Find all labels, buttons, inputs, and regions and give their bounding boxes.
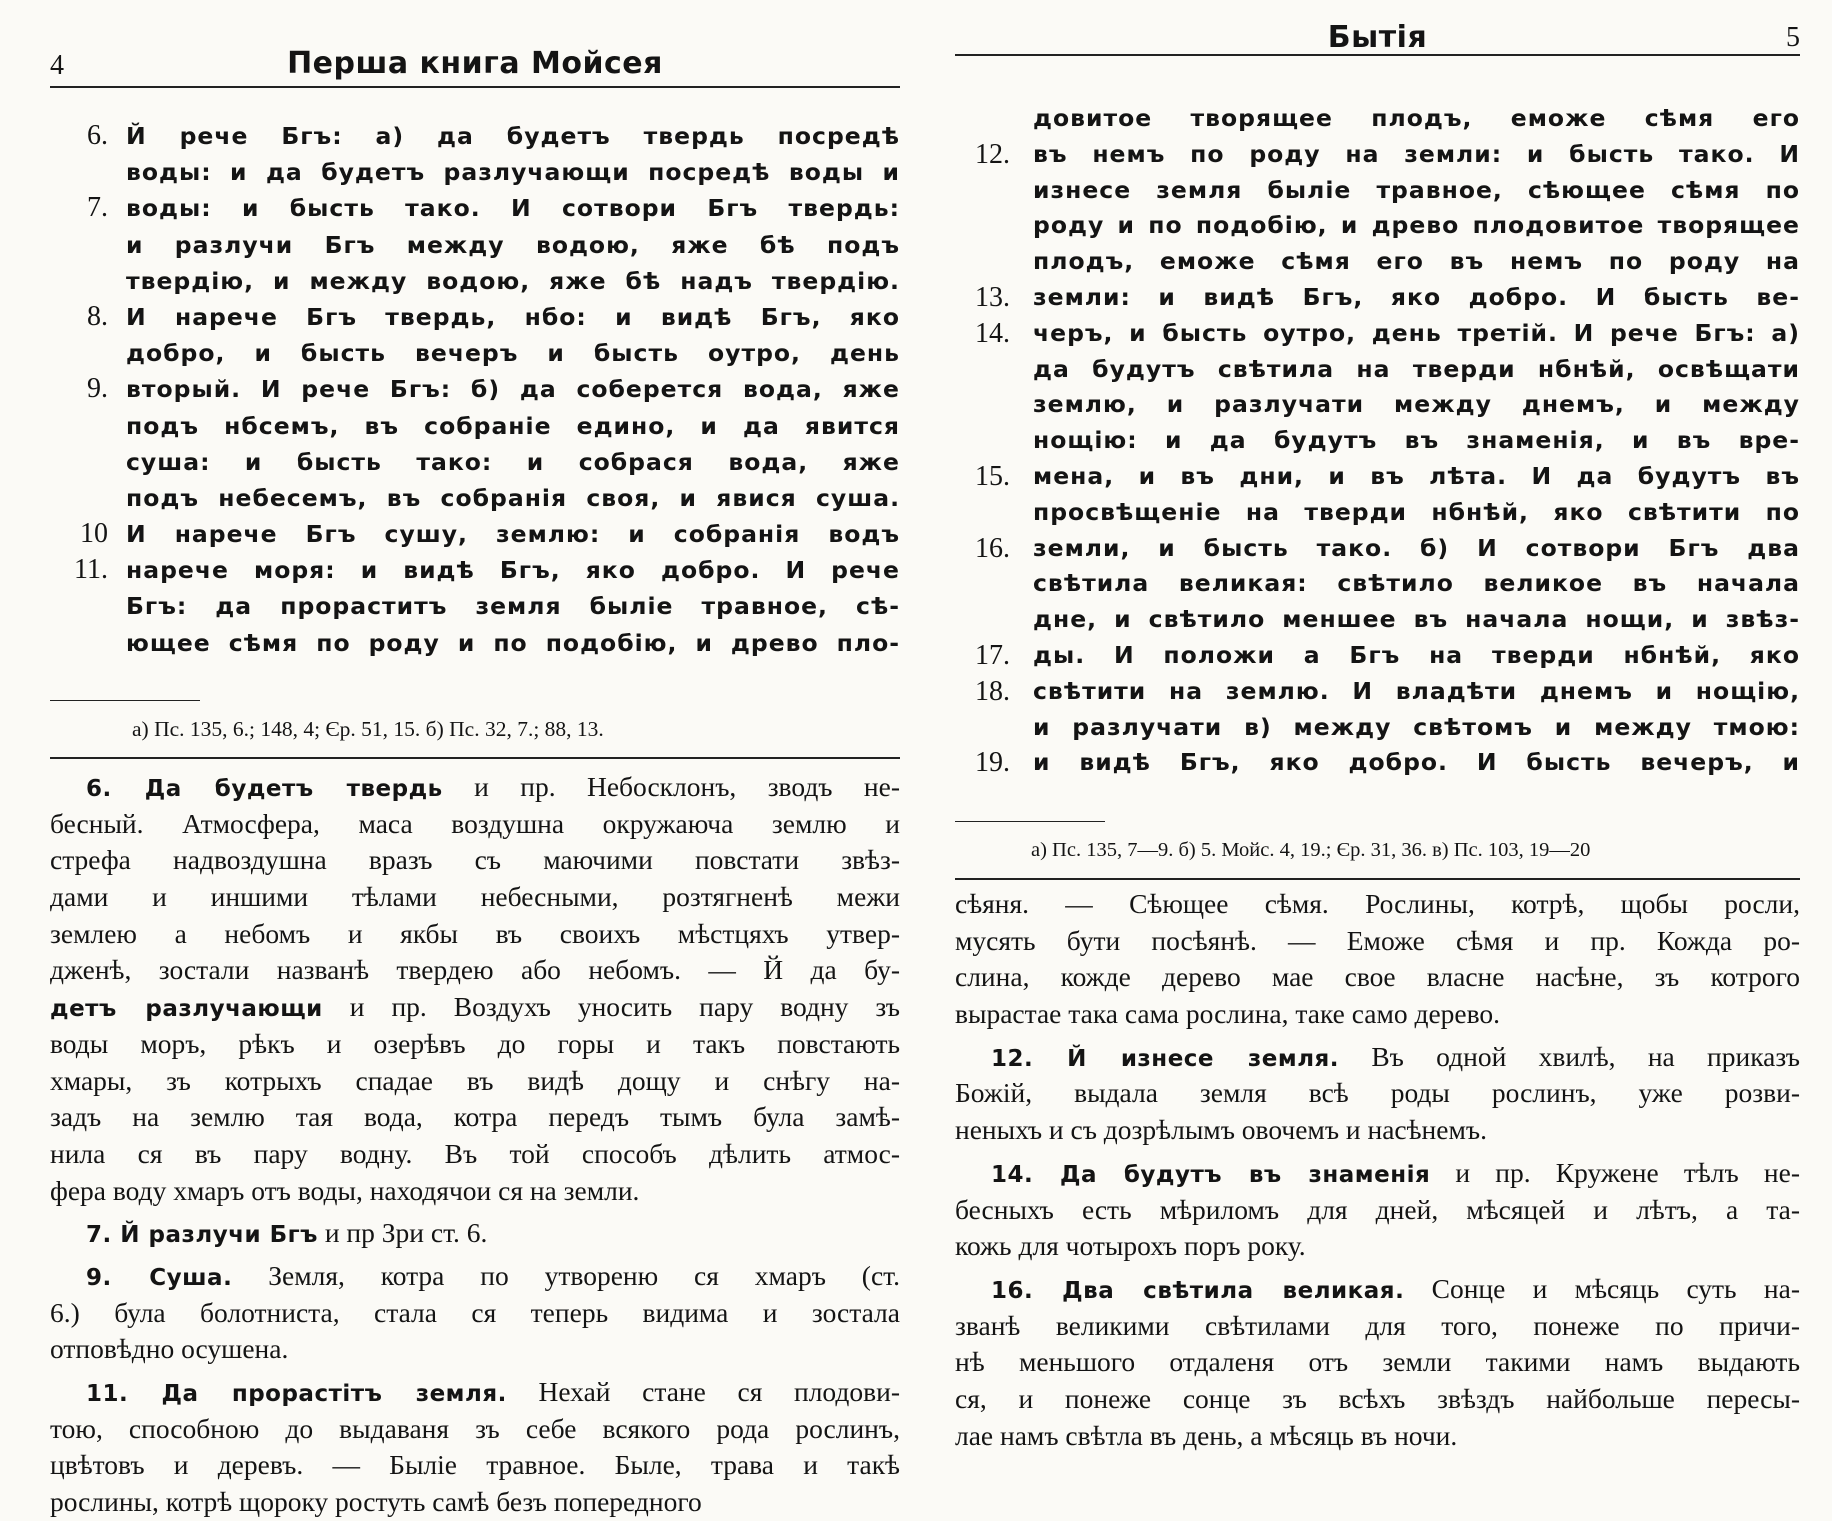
verse-text: свѣтити на землю. И владѣти днемъ и нощію, bbox=[1033, 676, 1800, 705]
verse-text: вторый. И рече Бгъ: б) да соберется вода, яже bbox=[126, 375, 900, 404]
verse-line bbox=[955, 531, 1800, 567]
verse-line bbox=[955, 674, 1800, 710]
commentary-line bbox=[955, 923, 1800, 960]
verse-text: и разлучи Бгъ между водою, яже бѣ подъ bbox=[126, 230, 900, 259]
verse-text: землю, и разлучати между днемъ, и между bbox=[1033, 390, 1800, 419]
commentary-line bbox=[50, 1258, 900, 1295]
left-page bbox=[50, 0, 900, 1518]
verse-line bbox=[50, 444, 900, 480]
verse-line bbox=[50, 299, 900, 335]
verse-text: свѣтила великая: свѣтило великое въ начала bbox=[1033, 569, 1800, 598]
verse-text: суша: и бысть тако: и собрася вода, яже bbox=[126, 447, 900, 476]
commentary-text: тою, способною до выдаваня зъ себе всякого рода рослинъ, bbox=[50, 1412, 900, 1444]
verse-text: ды. И положи а Бгъ на тверди нбнѣй, яко bbox=[1033, 640, 1800, 669]
verse-text: ющее сѣмя по роду и по подобію, и древо пло- bbox=[126, 628, 900, 657]
commentary-text: бесный. Атмосфера, маса воздушна окружаюча землю и bbox=[50, 807, 900, 839]
commentary-text: хмары, зъ котрыхъ спадаe въ видѣ дощу и снѣгу на- bbox=[50, 1064, 900, 1096]
commentary-text: и пр. Небосклонъ, зводъ не- bbox=[442, 771, 900, 802]
verse-text: подъ небесемъ, въ собранія своя, и явися суша. bbox=[126, 483, 900, 512]
commentary-line bbox=[50, 1295, 900, 1332]
commentary-text: бесныхъ есть мѣриломъ для дней, мѣсяцей и лѣтъ, а та- bbox=[955, 1193, 1800, 1225]
verse-text: черъ, и бысть оутро, день третій. И рече Бгъ: а) bbox=[1033, 318, 1800, 347]
verse-text: нощію: и да будутъ въ знаменія, и въ вре- bbox=[1033, 426, 1800, 455]
commentary-line bbox=[955, 1271, 1800, 1308]
verse-text: нарече моря: и видѣ Бгъ, яко добро. И рече bbox=[126, 556, 900, 585]
verse-line bbox=[50, 227, 900, 263]
commentary-text: нѣ меньшого отдаленя отъ земли такими намъ выдають bbox=[955, 1346, 1800, 1378]
verse-line bbox=[955, 208, 1800, 244]
verse-text: земли, и бысть тако. б) И сотвори Бгъ два bbox=[1033, 533, 1800, 562]
verse-line bbox=[955, 280, 1800, 316]
verse-text: и видѣ Бгъ, яко добро. И бысть вечеръ, и bbox=[1033, 748, 1800, 777]
verse-line bbox=[955, 745, 1800, 781]
left-verse-block bbox=[50, 118, 900, 700]
verse-text: плодъ, еможе сѣмя его въ немъ по роду на bbox=[1033, 247, 1800, 276]
commentary-text: фера воду хмаръ отъ воды, находячои ся на земли. bbox=[50, 1174, 640, 1206]
right-footnote: а) Пс. 135, 7—9. б) 5. Мойс. 4, 19.; Єр. 31, 36. в) Пс. 103, 19—20 bbox=[1031, 839, 1591, 861]
commentary-paragraph bbox=[50, 769, 900, 1209]
verse-line bbox=[955, 244, 1800, 280]
verse-number: 14. bbox=[975, 317, 1010, 349]
commentary-text: стрефа надвоздушна вразъ съ маючими повстати звѣз- bbox=[50, 844, 900, 876]
left-footnote: а) Пс. 135, 6.; 148, 4; Єр. 51, 15. б) Пс. 32, 7.; 88, 13. bbox=[132, 717, 604, 741]
commentary-text: дженѣ, зостали названѣ твердею або небомъ. — Й да бу- bbox=[50, 954, 900, 986]
commentary-line bbox=[50, 1484, 900, 1521]
commentary-text: и пр. Круженe тѣлъ не- bbox=[1430, 1156, 1800, 1188]
commentary-text: задъ на землю тая вода, котра передъ тымъ була замѣ- bbox=[50, 1101, 900, 1133]
commentary-paragraph bbox=[955, 886, 1800, 1033]
commentary-line bbox=[955, 1381, 1800, 1418]
commentary-line bbox=[955, 1075, 1800, 1112]
verse-text: да будутъ свѣтила на тверди нбнѣй, освѣщати bbox=[1033, 354, 1800, 383]
verse-text: воды: и бысть тако. И сотвори Бгъ твердь: bbox=[126, 194, 900, 223]
verse-line bbox=[955, 387, 1800, 423]
commentary-text: Сонце и мѣсяць суть на- bbox=[1404, 1272, 1800, 1304]
verse-text: въ немъ по роду на земли: и бысть тако. И bbox=[1033, 139, 1800, 168]
verse-line bbox=[955, 137, 1800, 173]
verse-line bbox=[955, 638, 1800, 674]
verse-line bbox=[50, 480, 900, 516]
commentary-text: и пр Зри ст. 6. bbox=[317, 1217, 488, 1249]
right-page-header bbox=[955, 0, 1800, 56]
commentary-text: Божій, выдала земля всѣ роды рослинъ, уже розви- bbox=[955, 1077, 1800, 1109]
verse-line bbox=[50, 263, 900, 299]
verse-line bbox=[50, 588, 900, 624]
commentary-text: вырастаe така сама рослина, таке само дерево. bbox=[955, 998, 1501, 1030]
verse-text: Бгъ: да прораститъ земля быліе травное, сѣ- bbox=[126, 592, 900, 621]
commentary-text: Въ одной хвилѣ, на приказъ bbox=[1339, 1040, 1800, 1072]
commentary-text: лаe намъ свѣтла въ день, а мѣсяць въ ночи. bbox=[955, 1419, 1458, 1451]
commentary-paragraph bbox=[955, 1155, 1800, 1265]
commentary-line bbox=[955, 996, 1800, 1033]
verse-text: довитое творящее плодъ, еможе сѣмя его bbox=[1033, 104, 1800, 132]
commentary-keyword: 14. Да будутъ въ знаменія bbox=[991, 1161, 1431, 1188]
left-page-title: Перша книга Мойсея bbox=[287, 46, 663, 81]
right-page bbox=[955, 0, 1800, 1500]
commentary-paragraph bbox=[955, 1039, 1800, 1149]
commentary-line bbox=[50, 1099, 900, 1136]
verse-text: земли: и видѣ Бгъ, яко добро. И бысть ве- bbox=[1033, 282, 1800, 311]
commentary-line bbox=[50, 1173, 900, 1210]
verse-line bbox=[50, 335, 900, 371]
verse-number: 7. bbox=[87, 192, 108, 224]
commentary-line bbox=[50, 1136, 900, 1173]
verse-line bbox=[955, 566, 1800, 602]
commentary-text: рослины, котрѣ щороку ростуть самѣ безъ попередного bbox=[50, 1486, 702, 1518]
right-verse-block bbox=[955, 101, 1800, 821]
verse-number: 19. bbox=[975, 747, 1010, 779]
verse-number: 6. bbox=[87, 120, 108, 151]
commentary-keyword: 16. Два свѣтила великая. bbox=[991, 1277, 1405, 1304]
commentary-paragraph bbox=[955, 1271, 1800, 1454]
commentary-line bbox=[955, 1039, 1800, 1076]
verse-text: воды: и да будетъ разлучающи посредѣ воды и bbox=[126, 158, 900, 187]
verse-line bbox=[50, 154, 900, 190]
commentary-paragraph bbox=[50, 1374, 900, 1521]
commentary-text: мусять бути посѣянѣ. — Еможе сѣмя и пр. Кожда ро- bbox=[955, 924, 1800, 956]
commentary-text: слина, кожде дерево маe своe власне насѣнe, зъ котрого bbox=[955, 961, 1800, 993]
commentary-paragraph bbox=[50, 1215, 900, 1252]
commentary-text: сѣяня. — Сѣющее сѣмя. Рослины, котрѣ, щобы росли, bbox=[955, 888, 1800, 919]
verse-line bbox=[955, 710, 1800, 746]
verse-line bbox=[50, 371, 900, 407]
commentary-line bbox=[955, 886, 1800, 923]
verse-line bbox=[955, 459, 1800, 495]
commentary-paragraph bbox=[50, 1258, 900, 1368]
left-commentary bbox=[50, 769, 900, 1521]
commentary-text: званѣ великими свѣтилами для того, понеже по причи- bbox=[955, 1309, 1800, 1341]
verse-line bbox=[955, 173, 1800, 209]
commentary-keyword: 6. Да будетъ твердь bbox=[86, 776, 443, 802]
commentary-line bbox=[50, 1411, 900, 1448]
verse-line bbox=[50, 516, 900, 552]
verse-line bbox=[50, 625, 900, 661]
commentary-text: отповѣдно осушена. bbox=[50, 1333, 289, 1365]
verse-number: 18. bbox=[975, 675, 1010, 707]
verse-line bbox=[955, 602, 1800, 638]
commentary-keyword: 9. Суша. bbox=[86, 1264, 233, 1291]
verse-number: 9. bbox=[87, 373, 108, 405]
commentary-line bbox=[955, 959, 1800, 996]
verse-number: 11. bbox=[74, 554, 108, 586]
commentary-line bbox=[955, 1344, 1800, 1381]
verse-line bbox=[50, 552, 900, 588]
commentary-line bbox=[50, 879, 900, 916]
commentary-text: Земля, котра по утвореню ся хмаръ (ст. bbox=[232, 1259, 900, 1291]
verse-text: твердію, и между водою, яже бѣ надъ твердію. bbox=[126, 266, 900, 295]
commentary-line bbox=[955, 1228, 1800, 1265]
verse-number: 10 bbox=[80, 518, 108, 550]
verse-text: изнесе земля быліе травное, сѣющее сѣмя по bbox=[1033, 175, 1800, 204]
commentary-text: цвѣтовъ и деревъ. — Быліе травное. Быле, трава и такѣ bbox=[50, 1449, 900, 1481]
verse-line bbox=[50, 408, 900, 444]
verse-text: И нарече Бгъ сушу, землю: и собранія водъ bbox=[126, 520, 900, 549]
commentary-line bbox=[955, 1155, 1800, 1192]
commentary-line bbox=[50, 1215, 900, 1252]
commentary-keyword: 7. Й разлучи Бгъ bbox=[86, 1222, 318, 1249]
verse-number: 12. bbox=[975, 138, 1010, 170]
right-page-number: 5 bbox=[1786, 22, 1800, 53]
verse-text: роду и по подобію, и древо плодовитое творящее bbox=[1033, 211, 1800, 240]
commentary-text: неныхъ и съ дозрѣлымъ овочемъ и насѣнемъ. bbox=[955, 1114, 1487, 1146]
commentary-text: землею а небомъ и якбы въ своихъ мѣстцяхъ утвер- bbox=[50, 917, 900, 949]
verse-line bbox=[955, 495, 1800, 531]
verse-number: 8. bbox=[87, 300, 108, 332]
commentary-line bbox=[50, 989, 900, 1026]
verse-text: подъ нбсемъ, въ собраніе едино, и да явится bbox=[126, 411, 900, 440]
commentary-text: воды моръ, рѣкъ и озерѣвъ до горы и такъ повстають bbox=[50, 1027, 900, 1059]
verse-text: мена, и въ дни, и въ лѣта. И да будутъ въ bbox=[1033, 461, 1800, 490]
commentary-text: 6.) була болотниста, стала ся теперь видима и зостала bbox=[50, 1296, 900, 1328]
commentary-text: дами и иншими тѣлами небесными, розтягненѣ межи bbox=[50, 881, 900, 913]
commentary-line bbox=[955, 1192, 1800, 1229]
commentary-line bbox=[955, 1418, 1800, 1455]
verse-line bbox=[955, 423, 1800, 459]
commentary-line bbox=[50, 806, 900, 843]
commentary-keyword: 11. Да прорастітъ земля. bbox=[86, 1381, 507, 1407]
commentary-text: Нехай стане ся плодови- bbox=[506, 1376, 900, 1407]
verse-line bbox=[955, 101, 1800, 137]
left-section-rule bbox=[50, 757, 900, 759]
commentary-keyword: детъ разлучающи bbox=[50, 996, 323, 1023]
right-section-rule bbox=[955, 878, 1800, 880]
commentary-line bbox=[955, 1112, 1800, 1149]
commentary-line bbox=[50, 1447, 900, 1484]
verse-text: дне, и свѣтило меншее въ начала нощи, и звѣз- bbox=[1033, 605, 1800, 634]
left-page-number: 4 bbox=[50, 50, 64, 81]
commentary-line bbox=[50, 916, 900, 953]
commentary-text: и пр. Воздухъ уносить пару водну зъ bbox=[322, 991, 900, 1023]
commentary-line bbox=[50, 769, 900, 806]
verse-number: 15. bbox=[975, 460, 1010, 492]
commentary-line bbox=[50, 1026, 900, 1063]
right-commentary bbox=[955, 886, 1800, 1454]
verse-text: добро, и бысть вечеръ и бысть оутро, день bbox=[126, 339, 900, 368]
verse-number: 17. bbox=[975, 639, 1010, 671]
commentary-line bbox=[955, 1308, 1800, 1345]
commentary-text: нила ся въ пару водну. Въ той способъ дѣлить атмос- bbox=[50, 1137, 900, 1169]
left-page-header bbox=[50, 0, 900, 88]
verse-line bbox=[50, 118, 900, 154]
verse-line bbox=[955, 316, 1800, 352]
verse-text: просвѣщеніе на тверди нбнѣй, яко свѣтити по bbox=[1033, 497, 1800, 526]
verse-number: 16. bbox=[975, 532, 1010, 564]
commentary-line bbox=[50, 1331, 900, 1368]
verse-line bbox=[50, 190, 900, 226]
commentary-text: ся, и понеже сонце зъ всѣхъ звѣздъ найбольше пересы- bbox=[955, 1382, 1800, 1414]
commentary-text: кожь для чотырохъ поръ року. bbox=[955, 1230, 1306, 1262]
verse-text: Й рече Бгъ: а) да будетъ твердь посредѣ bbox=[126, 122, 900, 150]
right-page-title: Бытія bbox=[1327, 20, 1428, 55]
commentary-line bbox=[50, 1063, 900, 1100]
commentary-line bbox=[50, 1374, 900, 1411]
verse-text: И нарече Бгъ твердь, нбо: и видѣ Бгъ, яко bbox=[126, 302, 900, 331]
commentary-keyword: 12. Й изнесе земля. bbox=[991, 1045, 1340, 1072]
verse-line bbox=[955, 352, 1800, 388]
verse-text: и разлучати в) между свѣтомъ и между тмою: bbox=[1033, 712, 1800, 741]
commentary-line bbox=[50, 842, 900, 879]
commentary-line bbox=[50, 952, 900, 989]
verse-number: 13. bbox=[975, 281, 1010, 313]
